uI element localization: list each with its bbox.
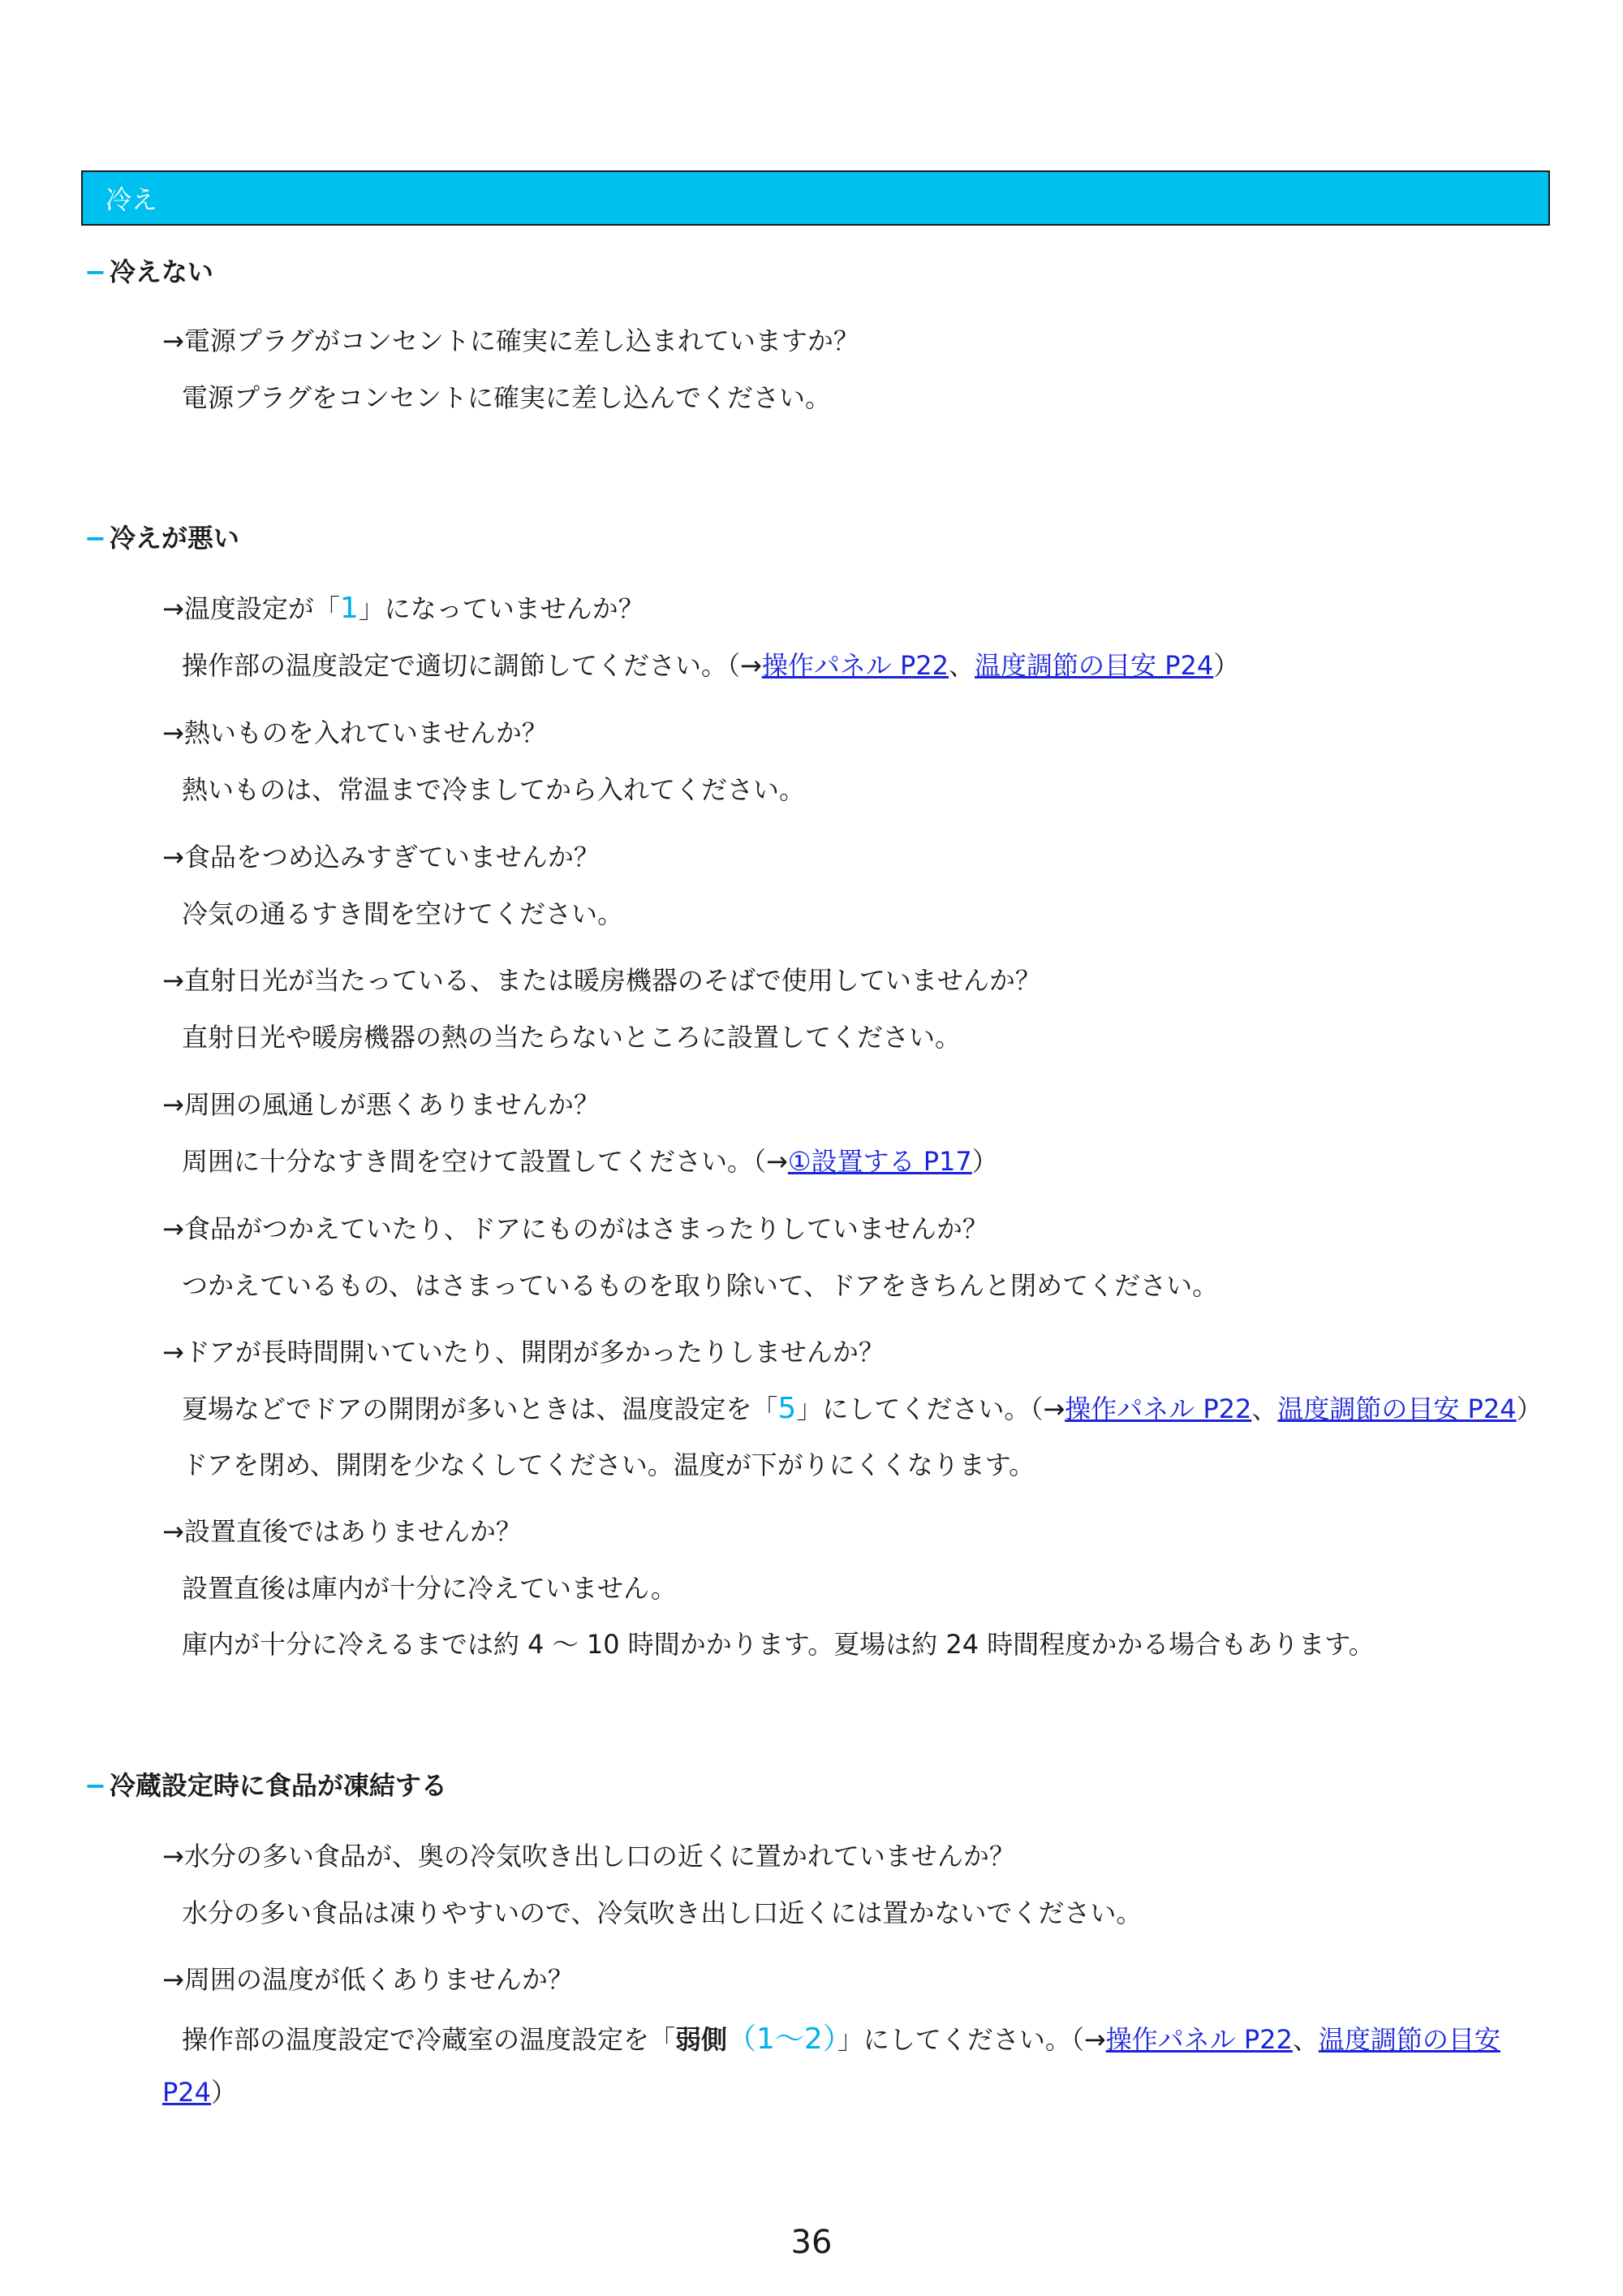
section-header-bar (81, 170, 1550, 226)
answer: 冷気の通るすき間を空けてください。 (182, 898, 624, 929)
dash-icon: − (84, 1770, 106, 1801)
group-heading: − 冷蔵設定時に食品が凍結する (84, 1770, 447, 1801)
link-installation[interactable]: ①設置する P17 (787, 1146, 972, 1177)
answer: 操作部の温度設定で冷蔵室の温度設定を「弱側（1～2）」にしてください。（→操作パネル P22、温度調節の目安 (182, 2022, 1500, 2056)
highlight-value: （1～2） (727, 2022, 837, 2056)
question: →熱いものを入れていませんか？ (162, 717, 548, 748)
dash-icon: − (84, 523, 106, 554)
question: →食品がつかえていたり、ドアにものがはさまったりしていませんか？ (162, 1213, 988, 1244)
answer: つかえているもの、はさまっているものを取り除いて、ドアをきちんと閉めてください。 (182, 1270, 1219, 1301)
group-heading: − 冷えが悪い (84, 523, 239, 554)
answer: 周囲に十分なすき間を空けて設置してください。（→①設置する P17） (182, 1146, 998, 1177)
answer: 操作部の温度設定で適切に調節してください。（→操作パネル P22、温度調節の目安 P24） (182, 650, 1240, 681)
answer: 庫内が十分に冷えるまでは約 4 ～ 10 時間かかります。夏場は約 24 時間程度かかる場合もあります。 (182, 1629, 1375, 1660)
question: →ドアが長時間開いていたり、開閉が多かったりしませんか？ (162, 1337, 885, 1368)
question: →電源プラグがコンセントに確実に差し込まれていますか？ (162, 325, 859, 356)
answer: 熱いものは、常温まで冷ましてから入れてください。 (182, 774, 806, 805)
link-temperature-guide[interactable]: 温度調節の目安 (1318, 2024, 1500, 2055)
answer: 水分の多い食品は凍りやすいので、冷気吹き出し口近くには置かないでください。 (182, 1898, 1143, 1928)
question: →温度設定が「1」になっていませんか？ (162, 592, 644, 625)
question: →周囲の風通しが悪くありませんか？ (162, 1089, 600, 1120)
answer: 直射日光や暖房機器の熱の当たらないところに設置してください。 (182, 1022, 962, 1053)
question: →直射日光が当たっている、または暖房機器のそばで使用していませんか？ (162, 965, 1041, 996)
answer: 電源プラグをコンセントに確実に差し込んでください。 (182, 382, 832, 413)
highlight-value: 1 (339, 592, 359, 625)
link-operation-panel[interactable]: 操作パネル P22 (1105, 2024, 1293, 2055)
bold-term: 弱側 (675, 2024, 728, 2055)
answer: 設置直後は庫内が十分に冷えていません。 (182, 1573, 677, 1604)
page-number: 36 (790, 2224, 833, 2261)
highlight-value: 5 (777, 1392, 797, 1425)
link-temperature-guide[interactable]: 温度調節の目安 P24 (1277, 1394, 1517, 1424)
group-heading: − 冷えない (84, 256, 213, 287)
link-operation-panel[interactable]: 操作パネル P22 (761, 650, 949, 681)
answer-continued: P24） (162, 2077, 238, 2108)
question: →周囲の温度が低くありませんか？ (162, 1964, 574, 1995)
dash-icon: − (84, 256, 106, 287)
question: →設置直後ではありませんか？ (162, 1516, 522, 1547)
answer: ドアを閉め、開閉を少なくしてください。温度が下がりにくくなります。 (182, 1450, 1035, 1480)
link-temperature-guide[interactable]: 温度調節の目安 P24 (975, 650, 1214, 681)
link-operation-panel[interactable]: 操作パネル P22 (1065, 1394, 1252, 1424)
answer: 夏場などでドアの開閉が多いときは、温度設定を「5」にしてください。（→操作パネル P22、温度調節の目安 P24） (182, 1392, 1543, 1425)
section-title: 冷え (105, 184, 158, 215)
link-temperature-guide-page[interactable]: P24 (162, 2077, 212, 2108)
question: →水分の多い食品が、奥の冷気吹き出し口の近くに置かれていませんか？ (162, 1841, 1015, 1872)
question: →食品をつめ込みすぎていませんか？ (162, 842, 600, 872)
